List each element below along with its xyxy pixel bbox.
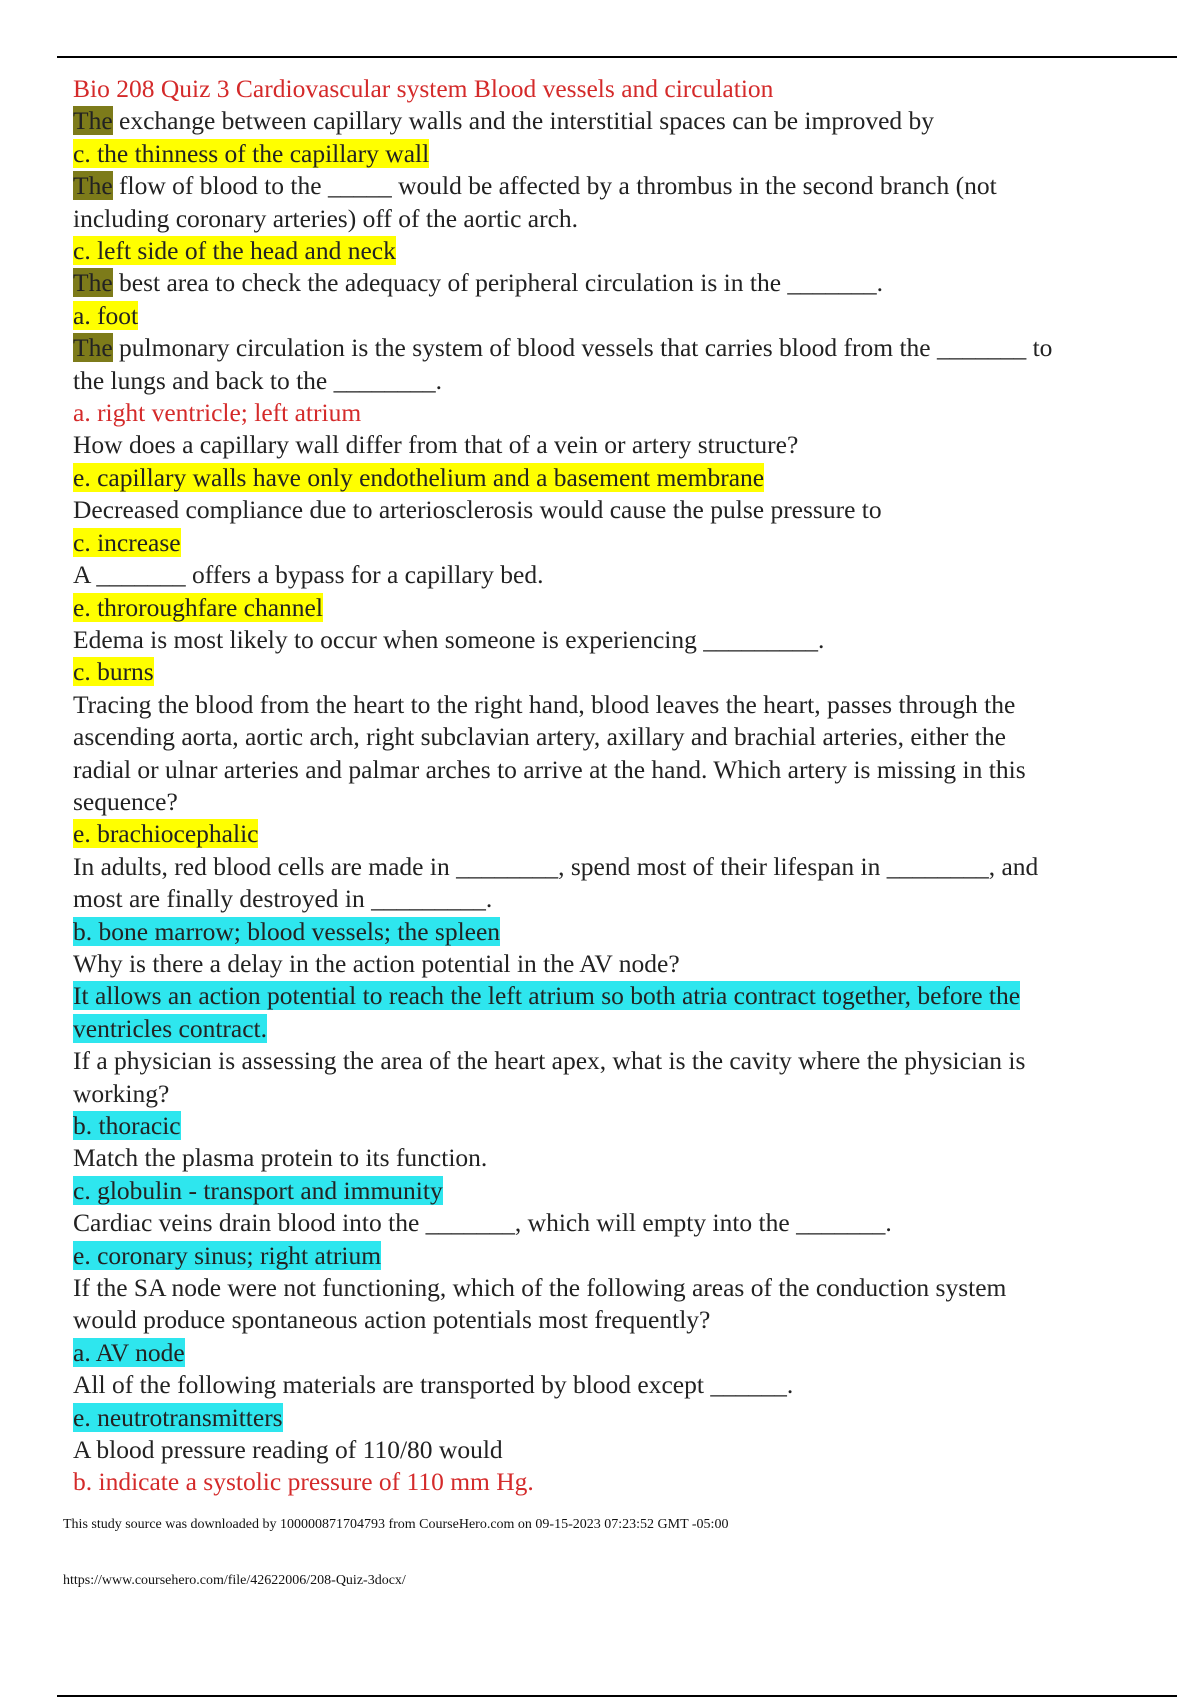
- question-2-cont: including coronary arteries) off of the aortic arch.: [73, 203, 579, 233]
- answer-11: It allows an action potential to reach the left atrium so both atria contract together, before the: [73, 981, 1021, 1011]
- answer-3: a. foot: [73, 300, 139, 330]
- question-10-cont: most are finally destroyed in _________.: [73, 884, 493, 914]
- answer-10: b. bone marrow; blood vessels; the spleen: [73, 916, 501, 946]
- answer-1: c. the thinness of the capillary wall: [73, 138, 430, 168]
- answer-14: e. coronary sinus; right atrium: [73, 1240, 382, 1270]
- question-2: The flow of blood to the _____ would be affected by a thrombus in the second branch (not: [73, 171, 997, 201]
- answer-6: c. increase: [73, 527, 181, 557]
- answer-17: b. indicate a systolic pressure of 110 mm Hg.: [73, 1467, 534, 1497]
- answer-16: e. neutrotransmitters: [73, 1402, 283, 1432]
- bottom-rule: [57, 1695, 1177, 1697]
- question-9-cont: radial or ulnar arteries and palmar arches to arrive at the hand. Which artery is missing in this: [73, 754, 1026, 784]
- answer-2: c. left side of the head and neck: [73, 236, 396, 266]
- quiz-document: [73, 73, 1173, 1499]
- question-11: Why is there a delay in the action potential in the AV node?: [73, 948, 680, 978]
- question-16: All of the following materials are transported by blood except ______.: [73, 1370, 794, 1400]
- answer-5: e. capillary walls have only endothelium and a basement membrane: [73, 462, 765, 492]
- question-7: A _______ offers a bypass for a capillary bed.: [73, 560, 544, 590]
- answer-13: c. globulin - transport and immunity: [73, 1175, 443, 1205]
- question-10: In adults, red blood cells are made in ________, spend most of their lifespan in ________, and: [73, 851, 1039, 881]
- source-url[interactable]: https://www.coursehero.com/file/42622006/208-Quiz-3docx/: [63, 1573, 406, 1588]
- question-14: Cardiac veins drain blood into the _______, which will empty into the _______.: [73, 1208, 892, 1238]
- answer-4: a. right ventricle; left atrium: [73, 398, 362, 428]
- answer-8: c. burns: [73, 657, 154, 687]
- top-rule: [57, 56, 1177, 58]
- question-3: The best area to check the adequacy of peripheral circulation is in the _______.: [73, 268, 884, 298]
- question-9-cont: ascending aorta, aortic arch, right subclavian artery, axillary and brachial arteries, either the: [73, 722, 1006, 752]
- question-12: If a physician is assessing the area of the heart apex, what is the cavity where the physician is: [73, 1046, 1026, 1076]
- answer-11-cont: ventricles contract.: [73, 1013, 267, 1043]
- source-notice: This study source was downloaded by 100000871704793 from CourseHero.com on 09-15-2023 07:23:52 GMT -05:00: [63, 1517, 729, 1532]
- answer-9: e. brachiocephalic: [73, 819, 259, 849]
- answer-7: e. throroughfare channel: [73, 592, 323, 622]
- question-12-cont: working?: [73, 1078, 170, 1108]
- question-15: If the SA node were not functioning, which of the following areas of the conduction system: [73, 1273, 1007, 1303]
- question-8: Edema is most likely to occur when someone is experiencing _________.: [73, 624, 825, 654]
- question-15-cont: would produce spontaneous action potentials most frequently?: [73, 1305, 711, 1335]
- answer-12: b. thoracic: [73, 1111, 181, 1140]
- question-4-cont: the lungs and back to the ________.: [73, 365, 442, 395]
- answer-15: a. AV node: [73, 1337, 185, 1367]
- question-1: The exchange between capillary walls and the interstitial spaces can be improved by: [73, 106, 935, 136]
- document-title: Bio 208 Quiz 3 Cardiovascular system Blood vessels and circulation: [73, 74, 774, 103]
- question-17: A blood pressure reading of 110/80 would: [73, 1435, 503, 1465]
- question-13: Match the plasma protein to its function.: [73, 1143, 488, 1173]
- question-6: Decreased compliance due to arteriosclerosis would cause the pulse pressure to: [73, 495, 882, 525]
- question-4: The pulmonary circulation is the system of blood vessels that carries blood from the _______ to: [73, 333, 1053, 363]
- question-5: How does a capillary wall differ from that of a vein or artery structure?: [73, 430, 799, 460]
- question-9: Tracing the blood from the heart to the right hand, blood leaves the heart, passes through the: [73, 689, 1016, 719]
- question-9-cont: sequence?: [73, 786, 178, 816]
